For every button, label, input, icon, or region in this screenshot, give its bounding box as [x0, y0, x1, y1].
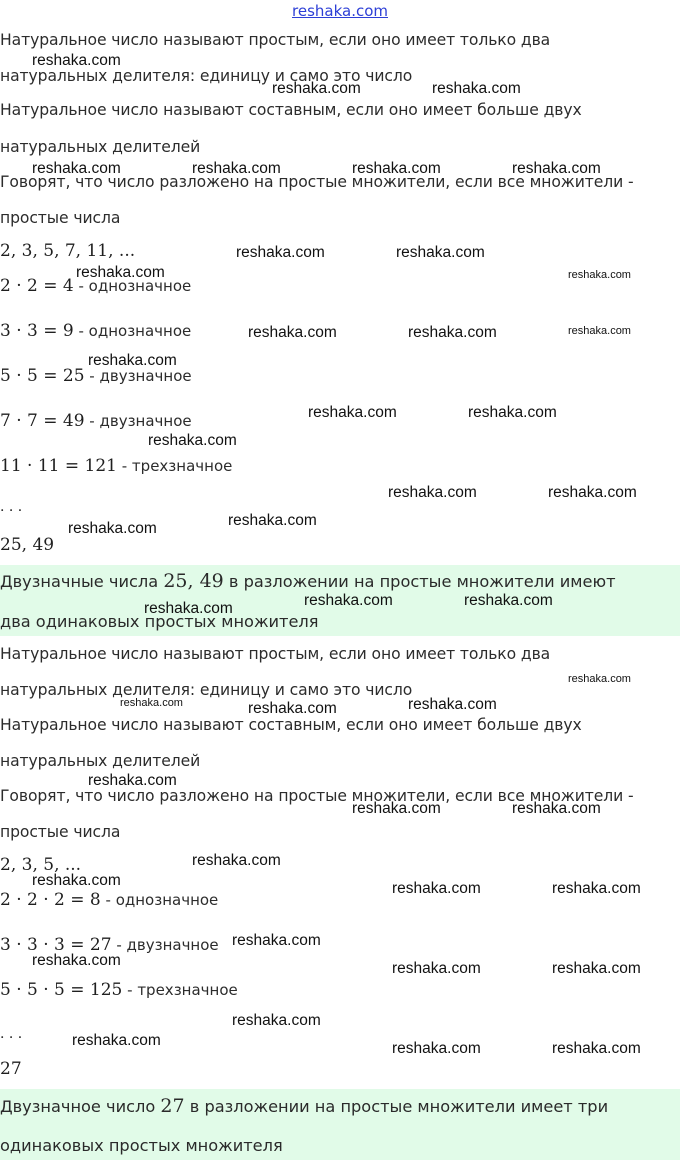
- watermark: reshaka.com: [512, 160, 601, 177]
- ellipsis: · · ·: [0, 503, 23, 519]
- digit-note: - однозначное: [73, 322, 192, 340]
- watermark: reshaka.com: [32, 52, 121, 69]
- watermark: reshaka.com: [144, 600, 233, 617]
- definition-prime-line1: Натуральное число называют простым, если оно имеет только два: [0, 31, 551, 49]
- definition-factorization-line2: простые числа: [0, 823, 121, 841]
- equation-row: [0, 411, 192, 431]
- watermark: reshaka.com: [248, 700, 337, 717]
- watermark: reshaka.com: [88, 352, 177, 369]
- watermark: reshaka.com: [32, 160, 121, 177]
- answer: 25, 49: [0, 535, 55, 555]
- equation: 5 · 5 = 25: [0, 366, 85, 386]
- watermark: reshaka.com: [352, 160, 441, 177]
- conclusion-line2: одинаковых простых множителя: [0, 1136, 283, 1155]
- conclusion-box: [0, 1089, 680, 1160]
- definition-prime-line2: натуральных делителя: единицу и само это число: [0, 67, 413, 85]
- watermark: reshaka.com: [308, 404, 397, 421]
- digit-note: - трехзначное: [116, 457, 233, 475]
- conclusion-numbers: 25, 49: [163, 570, 224, 592]
- watermark: reshaka.com: [248, 324, 337, 341]
- watermark: reshaka.com: [148, 432, 237, 449]
- conclusion-line2: два одинаковых простых множителя: [0, 612, 319, 631]
- definition-factorization-line2: простые числа: [0, 209, 121, 227]
- watermark: reshaka.com: [548, 484, 637, 501]
- watermark: reshaka.com: [272, 80, 361, 97]
- conclusion-line1: [0, 570, 616, 592]
- ellipsis: · · ·: [0, 1030, 23, 1046]
- digit-note: - двузначное: [111, 936, 219, 954]
- definition-composite-line2: натуральных делителей: [0, 138, 201, 156]
- equation-row: [0, 980, 238, 1000]
- watermark: reshaka.com: [552, 1040, 641, 1057]
- equation: 11 · 11 = 121: [0, 456, 117, 476]
- watermark: reshaka.com: [88, 772, 177, 789]
- watermark: reshaka.com: [392, 880, 481, 897]
- watermark: reshaka.com: [352, 800, 441, 817]
- definition-composite-line1: Натуральное число называют составным, если оно имеет больше двух: [0, 101, 582, 119]
- watermark: reshaka.com: [392, 1040, 481, 1057]
- equation: 2 · 2 · 2 = 8: [0, 890, 101, 910]
- primes-list: 2, 3, 5, ...: [0, 855, 82, 875]
- equation-row: [0, 321, 191, 341]
- answer: 27: [0, 1059, 22, 1079]
- primes-list: 2, 3, 5, 7, 11, ...: [0, 241, 136, 261]
- site-link[interactable]: reshaka.com: [292, 2, 388, 20]
- definition-composite-line1: Натуральное число называют составным, если оно имеет больше двух: [0, 716, 582, 734]
- conclusion-text: Двузначное число: [0, 1097, 161, 1116]
- digit-note: - однозначное: [100, 891, 219, 909]
- watermark: reshaka.com: [120, 697, 183, 709]
- watermark: reshaka.com: [232, 1012, 321, 1029]
- digit-note: - трехзначное: [122, 981, 238, 999]
- definition-factorization-line1: Говорят, что число разложено на простые множители, если все множители -: [0, 173, 634, 191]
- watermark: reshaka.com: [552, 960, 641, 977]
- watermark: reshaka.com: [464, 592, 553, 609]
- watermark: reshaka.com: [396, 244, 485, 261]
- conclusion-text: в разложении на простые множители имеют: [223, 572, 616, 591]
- watermark: reshaka.com: [304, 592, 393, 609]
- watermark: reshaka.com: [568, 325, 631, 337]
- watermark: reshaka.com: [468, 404, 557, 421]
- digit-note: - двузначное: [84, 412, 192, 430]
- watermark: reshaka.com: [408, 324, 497, 341]
- watermark: reshaka.com: [32, 872, 121, 889]
- definition-prime-line2: натуральных делителя: единицу и само это число: [0, 681, 413, 699]
- watermark: reshaka.com: [552, 880, 641, 897]
- watermark: reshaka.com: [192, 160, 281, 177]
- conclusion-text: в разложении на простые множители имеет три: [184, 1097, 609, 1116]
- equation: 3 · 3 · 3 = 27: [0, 935, 112, 955]
- watermark: reshaka.com: [192, 852, 281, 869]
- equation-row: [0, 456, 232, 476]
- watermark: reshaka.com: [392, 960, 481, 977]
- digit-note: - однозначное: [73, 277, 192, 295]
- watermark: reshaka.com: [568, 269, 631, 281]
- definition-factorization-line1: Говорят, что число разложено на простые множители, если все множители -: [0, 787, 634, 805]
- watermark: reshaka.com: [236, 244, 325, 261]
- watermark: reshaka.com: [232, 932, 321, 949]
- watermark: reshaka.com: [228, 512, 317, 529]
- watermark: reshaka.com: [512, 800, 601, 817]
- conclusion-numbers: 27: [160, 1095, 185, 1117]
- equation-row: [0, 890, 218, 910]
- watermark: reshaka.com: [76, 264, 165, 281]
- equation: 5 · 5 · 5 = 125: [0, 980, 123, 1000]
- watermark: reshaka.com: [72, 1032, 161, 1049]
- definition-composite-line2: натуральных делителей: [0, 752, 201, 770]
- digit-note: - двузначное: [84, 367, 192, 385]
- equation: 2 · 2 = 4: [0, 276, 74, 296]
- conclusion-text: Двузначные числа: [0, 572, 164, 591]
- watermark: reshaka.com: [432, 80, 521, 97]
- watermark: reshaka.com: [68, 520, 157, 537]
- watermark: reshaka.com: [32, 952, 121, 969]
- watermark: reshaka.com: [408, 696, 497, 713]
- conclusion-line1: [0, 1095, 608, 1117]
- definition-prime-line1: Натуральное число называют простым, если оно имеет только два: [0, 645, 551, 663]
- watermark: reshaka.com: [568, 673, 631, 685]
- equation: 7 · 7 = 49: [0, 411, 85, 431]
- watermark: reshaka.com: [388, 484, 477, 501]
- equation: 3 · 3 = 9: [0, 321, 74, 341]
